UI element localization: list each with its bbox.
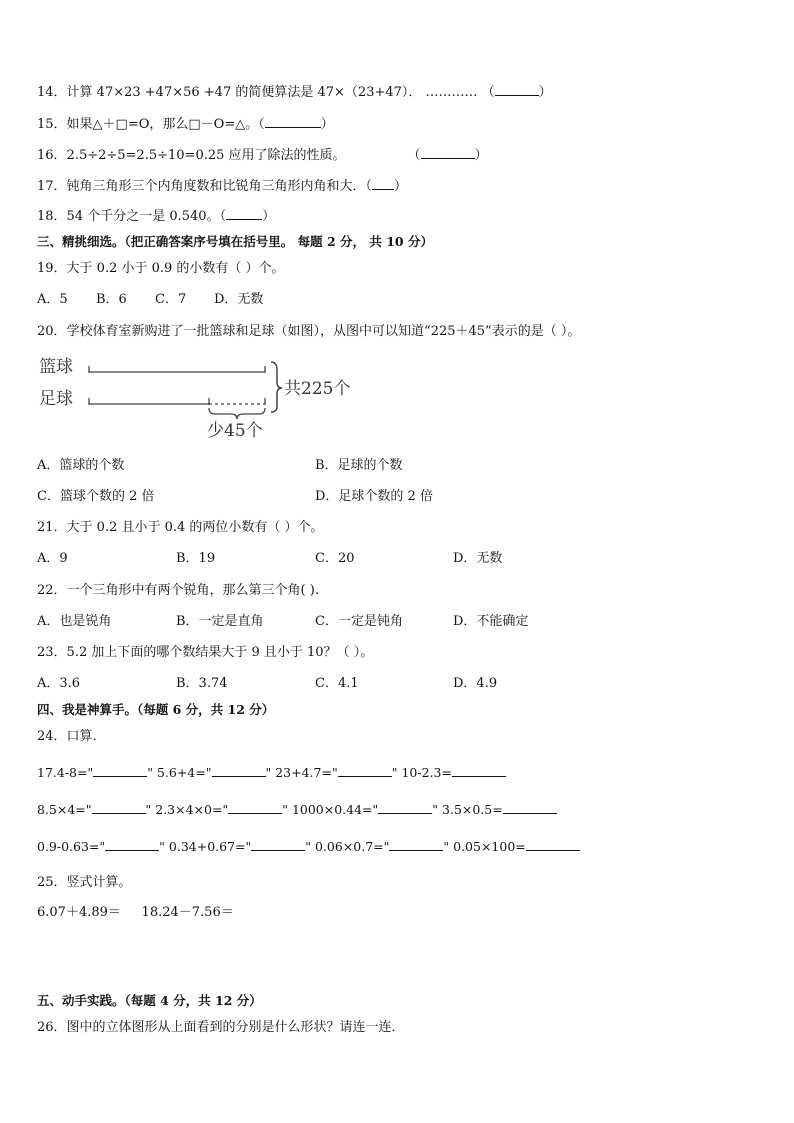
answer-blank[interactable] (212, 764, 266, 777)
option-22-b[interactable]: B．一定是直角 (176, 614, 264, 629)
option-19-a[interactable]: A．5 (37, 292, 68, 307)
mental-math-row-3: 0.9-0.63=" " 0.34+0.67=" " 0.06×0.7=" " 0.05×100= (37, 838, 580, 855)
answer-blank-15[interactable] (265, 115, 321, 128)
answer-blank[interactable] (338, 764, 392, 777)
option-23-c[interactable]: C．4.1 (315, 676, 359, 691)
section-4-heading: 四、我是神算手。（每题 6 分，共 12 分） (37, 702, 275, 717)
option-22-d[interactable]: D．不能确定 (453, 614, 529, 629)
option-21-d[interactable]: D．无数 (453, 551, 503, 566)
option-21-b[interactable]: B．19 (176, 551, 216, 566)
question-25-stem: 25．竖式计算。 (37, 875, 132, 890)
paren-open: （ (407, 148, 421, 163)
answer-blank[interactable] (503, 801, 557, 814)
option-19-d[interactable]: D．无数 (214, 292, 264, 307)
label-less: 少45个 (207, 421, 263, 441)
option-21-a[interactable]: A．9 (37, 551, 68, 566)
option-19-c[interactable]: C．7 (155, 292, 187, 307)
answer-blank[interactable] (389, 838, 443, 851)
question-18-text: 18．54 个千分之一是 0.540。（ (37, 209, 227, 224)
option-23-b[interactable]: B．3.74 (176, 676, 228, 691)
answer-blank[interactable] (251, 838, 305, 851)
answer-blank[interactable] (92, 801, 146, 814)
option-22-a[interactable]: A．也是锐角 (37, 614, 112, 629)
question-14-text: 14．计算 47×23 +47×56 +47 的简便算法是 47×（23+47）． ………… （ (37, 85, 495, 100)
answer-blank[interactable] (452, 764, 506, 777)
vertical-calc-problems: 6.07＋4.89＝ 18.24－7.56＝ (37, 905, 234, 920)
question-18 (37, 207, 275, 225)
paren-close: ） (394, 179, 408, 194)
answer-blank[interactable] (526, 838, 580, 851)
question-15 (37, 115, 334, 133)
answer-blank-17[interactable] (372, 177, 394, 190)
option-20-c[interactable]: C．篮球个数的 2 倍 (37, 489, 155, 504)
answer-blank[interactable] (228, 801, 282, 814)
option-22-c[interactable]: C．一定是钝角 (315, 614, 403, 629)
question-20-stem: 20．学校体育室新购进了一批篮球和足球（如图），从图中可以知道“225＋45”表示的是（ ）。 (37, 324, 581, 339)
answer-blank[interactable] (378, 801, 432, 814)
label-football: 足球 (39, 389, 73, 409)
section-5-heading: 五、动手实践。（每题 4 分，共 12 分） (37, 993, 262, 1008)
answer-blank-16[interactable] (421, 146, 475, 159)
question-17 (37, 177, 407, 195)
label-basketball: 篮球 (39, 357, 73, 377)
option-19-b[interactable]: B．6 (96, 292, 127, 307)
option-20-d[interactable]: D．足球个数的 2 倍 (315, 489, 433, 504)
question-16 (37, 146, 488, 164)
option-23-d[interactable]: D．4.9 (453, 676, 498, 691)
option-20-b[interactable]: B．足球的个数 (315, 458, 403, 473)
question-16-text: 16．2.5÷2÷5=2.5÷10=0.25 应用了除法的性质。 (37, 148, 346, 163)
less-brace (209, 408, 265, 419)
answer-blank-18[interactable] (226, 207, 262, 220)
question-23-stem: 23．5.2 加上下面的哪个数结果大于 9 且小于 10？（ ）。 (37, 645, 374, 660)
mental-math-row-2: 8.5×4=" " 2.3×4×0=" " 1000×0.44=" " 3.5×0.5= (37, 801, 557, 818)
label-total: 共225个 (284, 379, 351, 399)
section-3-heading: 三、精挑细选。（把正确答案序号填在括号里。 每题 2 分， 共 10 分） (37, 234, 433, 249)
total-brace (271, 362, 282, 412)
answer-blank[interactable] (105, 838, 159, 851)
question-19-stem: 19．大于 0.2 小于 0.9 的小数有（ ）个。 (37, 261, 285, 276)
mental-math-row-1: 17.4-8=" " 5.6+4=" " 23+4.7=" " 10-2.3= (37, 764, 506, 781)
segment-diagram (37, 352, 367, 442)
question-24-stem: 24．口算． (37, 729, 106, 744)
paren-close: ） (538, 85, 552, 100)
question-14 (37, 83, 552, 101)
question-22-stem: 22．一个三角形中有两个锐角，那么第三个角( ). (37, 583, 319, 598)
paren-close: ） (320, 117, 334, 132)
question-26-stem: 26．图中的立体图形从上面看到的分别是什么形状？请连一连． (37, 1020, 405, 1035)
answer-blank-14[interactable] (495, 83, 539, 96)
question-15-text: 15．如果△＋□=O，那么□－O=△。（ (37, 117, 265, 132)
question-17-text: 17．钝角三角形三个内角度数和比锐角三角形内角和大．（ (37, 179, 373, 194)
option-21-c[interactable]: C．20 (315, 551, 355, 566)
paren-close: ） (262, 209, 276, 224)
option-23-a[interactable]: A．3.6 (37, 676, 81, 691)
paren-close: ） (474, 148, 488, 163)
answer-blank[interactable] (93, 764, 147, 777)
option-20-a[interactable]: A．篮球的个数 (37, 458, 125, 473)
question-21-stem: 21．大于 0.2 且小于 0.4 的两位小数有（ ）个。 (37, 520, 324, 535)
